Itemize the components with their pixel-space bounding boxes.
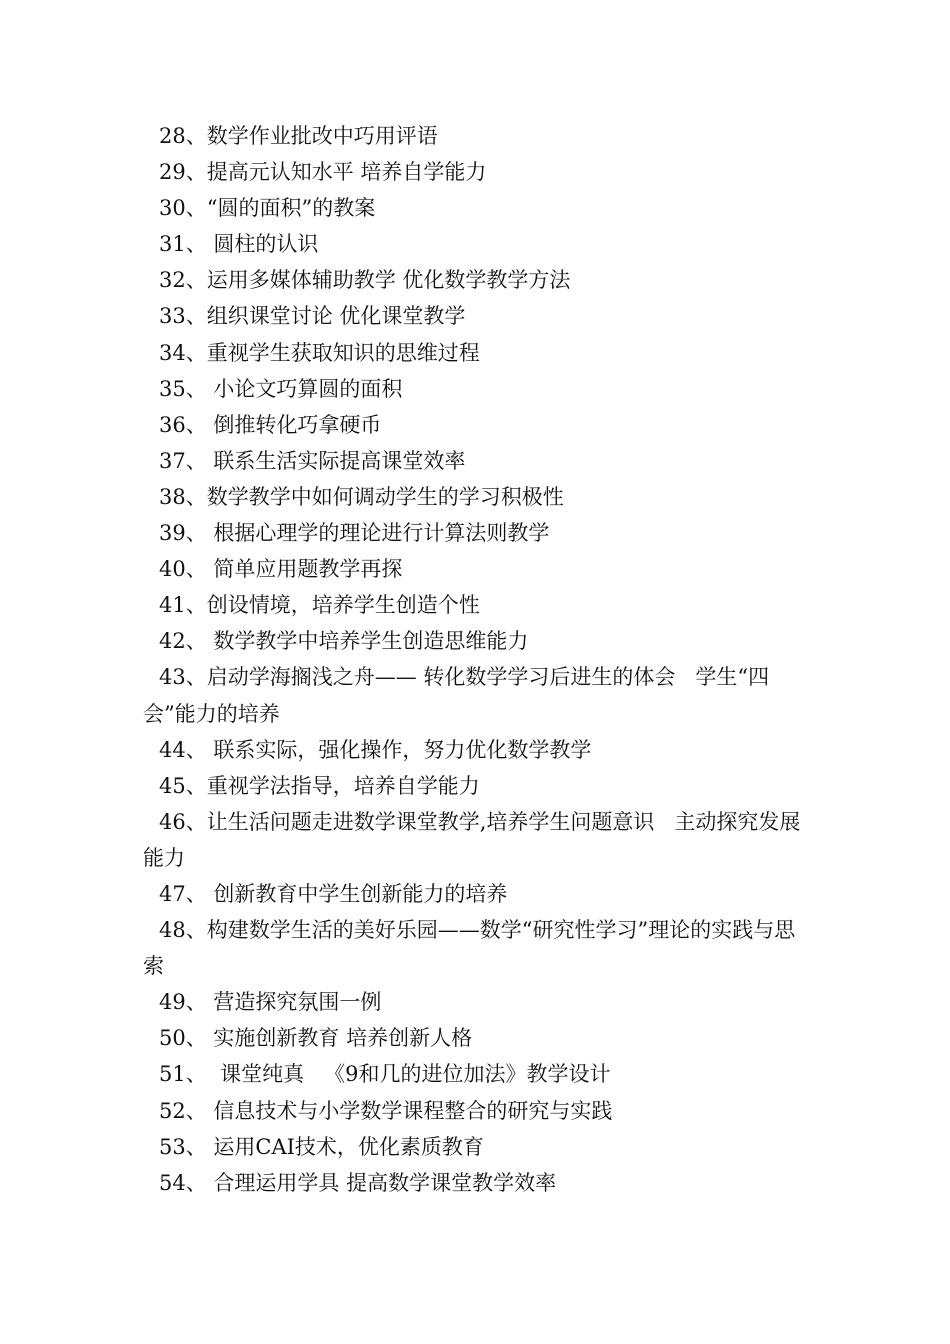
list-item: 30、“圆的面积”的教案 xyxy=(159,196,376,221)
list-item: 44、 联系实际，强化操作，努力优化数学教学 xyxy=(159,737,592,762)
list-item: 37、 联系生活实际提高课堂效率 xyxy=(159,448,466,473)
list-item: 53、 运用CAI技术，优化素质教育 xyxy=(159,1134,484,1159)
list-item: 34、重视学生获取知识的思维过程 xyxy=(159,340,480,365)
list-item: 50、 实施创新教育 培养创新人格 xyxy=(159,1026,473,1051)
list-item: 28、数学作业批改中巧用评语 xyxy=(159,124,438,148)
list-item: 42、 数学教学中培养学生创造思维能力 xyxy=(159,629,529,654)
list-item: 29、提高元认知水平 培养自学能力 xyxy=(159,160,487,185)
list-item: 31、 圆柱的认识 xyxy=(159,232,319,257)
list-item: 32、运用多媒体辅助教学 优化数学教学方法 xyxy=(159,268,571,293)
list-item: 40、 简单应用题教学再探 xyxy=(159,557,403,582)
list-item: 54、 合理运用学具 提高数学课堂教学效率 xyxy=(159,1170,557,1195)
list-item: 49、 营造探究氛围一例 xyxy=(159,990,382,1015)
list-item: 33、组织课堂讨论 优化课堂教学 xyxy=(159,304,466,329)
list-item: 52、 信息技术与小学数学课程整合的研究与实践 xyxy=(159,1098,613,1123)
list-item: 41、创设情境，培养学生创造个性 xyxy=(159,593,480,618)
article-list xyxy=(143,118,803,1201)
list-item: 38、数学教学中如何调动学生的学习积极性 xyxy=(159,484,564,509)
list-item: 39、 根据心理学的理论进行计算法则教学 xyxy=(159,521,550,546)
list-item: 45、重视学法指导，培养自学能力 xyxy=(159,773,480,798)
list-item: 46、让生活问题走进数学课堂教学,培养学生问题意识 主动探究发展能力 xyxy=(143,809,801,870)
list-item: 51、 课堂纯真 《9和几的进位加法》教学设计 xyxy=(159,1062,611,1087)
list-item: 43、启动学海搁浅之舟—— 转化数学学习后进生的体会 学生“四会”能力的培养 xyxy=(143,665,770,726)
list-item: 35、 小论文巧算圆的面积 xyxy=(159,376,403,401)
list-item: 47、 创新教育中学生创新能力的培养 xyxy=(159,881,508,906)
list-item: 36、 倒推转化巧拿硬币 xyxy=(159,412,382,437)
list-item: 48、构建数学生活的美好乐园——数学“研究性学习”理论的实践与思索 xyxy=(143,918,796,979)
